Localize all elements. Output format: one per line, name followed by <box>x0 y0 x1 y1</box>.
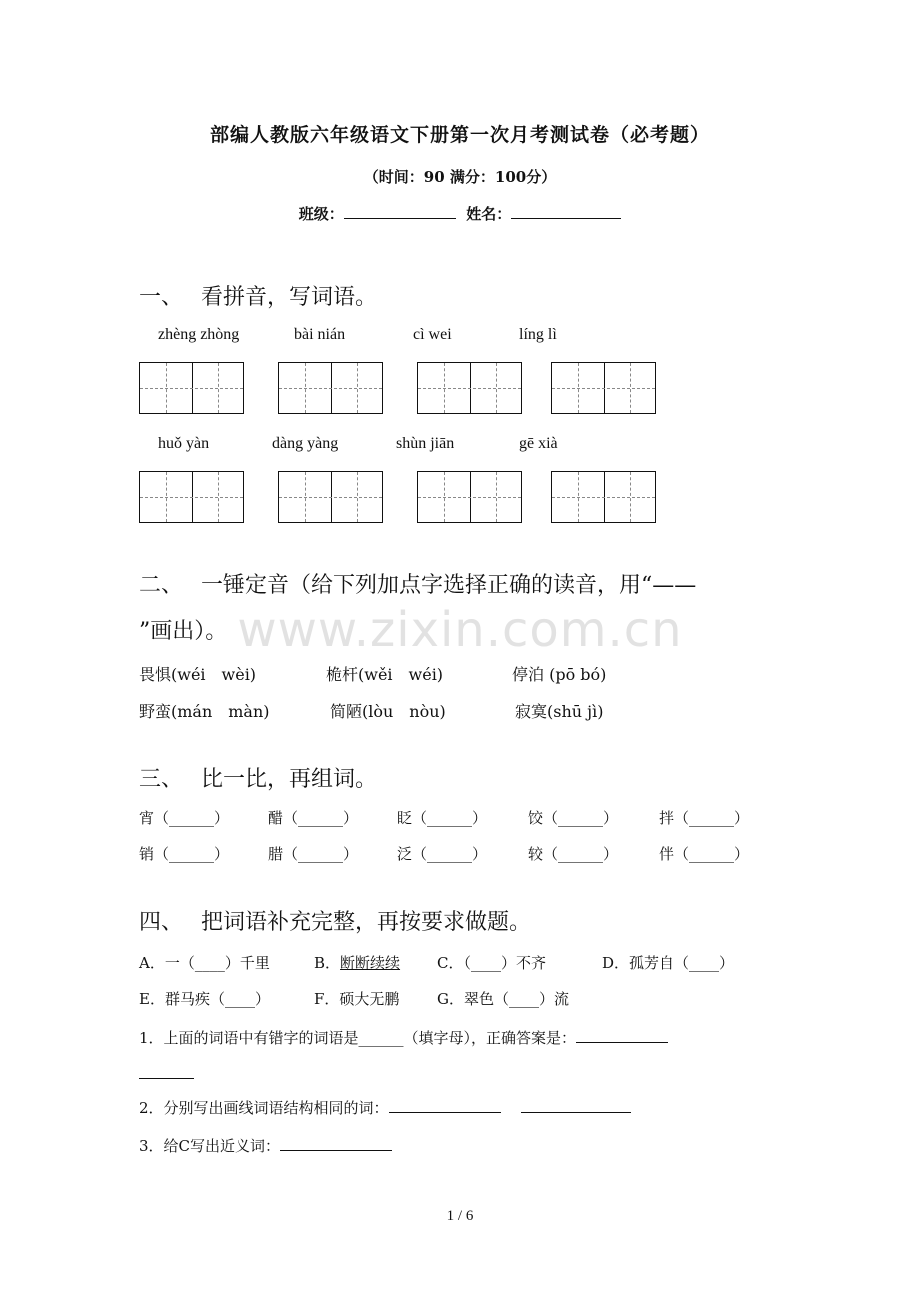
writing-grid[interactable] <box>551 471 656 523</box>
question-3-text: 3．给C写出近义词： <box>139 1137 281 1155</box>
answer-blank[interactable] <box>576 1027 668 1043</box>
idiom-b <box>314 952 400 973</box>
answer-blank-continued[interactable] <box>139 1064 194 1079</box>
section4-title: 把词语补充完整，再按要求做题。 <box>201 910 532 935</box>
word-item[interactable]: 宵（______） <box>139 809 230 827</box>
pinyin-label: dàng yàng <box>272 435 339 452</box>
word-item[interactable]: 泛（______） <box>397 845 488 863</box>
pinyin-label: huǒ yàn <box>158 435 210 452</box>
pinyin-label: zhèng zhòng <box>158 326 240 343</box>
writing-grid[interactable] <box>417 471 522 523</box>
question-1 <box>139 1027 668 1048</box>
watermark: www.zixin.com.cn <box>237 602 683 658</box>
word-item[interactable]: 腊（______） <box>268 845 359 863</box>
question-3 <box>139 1135 392 1156</box>
section2-title: 一锤定音（给下列加点字选择正确的读音，用“—— <box>201 573 697 598</box>
reading-item: 桅杆(wěi wéi) <box>326 665 444 684</box>
reading-item: 停泊 (pō bó) <box>512 665 607 684</box>
page-number: 1 / 6 <box>446 1208 474 1224</box>
word-item[interactable]: 饺（______） <box>528 809 619 827</box>
student-info-line <box>0 203 920 224</box>
pinyin-label: líng lì <box>519 326 557 343</box>
section3-title: 比一比，再组词。 <box>201 767 378 792</box>
word-item[interactable]: 醋（______） <box>268 809 359 827</box>
answer-blank[interactable] <box>521 1097 631 1113</box>
exam-info: （时间：90 满分：100分） <box>363 168 557 186</box>
writing-grid[interactable] <box>139 362 244 414</box>
section1-title: 看拼音，写词语。 <box>201 285 378 310</box>
section2-number: 二、 <box>139 573 184 598</box>
idiom-g: G．翠色（____）流 <box>437 990 569 1008</box>
answer-blank[interactable] <box>280 1135 392 1151</box>
question-1-text: 1．上面的词语中有错字的词语是______（填字母），正确答案是： <box>139 1029 577 1047</box>
answer-blank[interactable] <box>389 1097 501 1113</box>
reading-item: 简陋(lòu nòu) <box>330 702 446 721</box>
pinyin-label: bài nián <box>294 326 346 343</box>
word-item[interactable]: 眨（______） <box>397 809 488 827</box>
word-item[interactable]: 拌（______） <box>659 809 750 827</box>
word-item[interactable]: 较（______） <box>528 845 619 863</box>
writing-grid[interactable] <box>551 362 656 414</box>
word-item[interactable]: 伴（______） <box>659 845 750 863</box>
pinyin-label: cì wei <box>413 326 452 343</box>
writing-grid[interactable] <box>278 362 383 414</box>
question-2 <box>139 1097 631 1118</box>
writing-grid[interactable] <box>139 471 244 523</box>
idiom-e: E．群马疾（____） <box>139 990 270 1008</box>
section3-number: 三、 <box>139 767 184 792</box>
section4-heading <box>139 905 531 936</box>
section2-heading-cont: ”画出）。 <box>139 619 228 644</box>
class-label: 班级： <box>298 205 344 223</box>
idiom-a: A．一（____）千里 <box>139 954 270 972</box>
page-title: 部编人教版六年级语文下册第一次月考测试卷（必考题） <box>209 124 710 146</box>
section3-heading <box>139 762 377 793</box>
name-label: 姓名： <box>466 205 512 223</box>
section1-number: 一、 <box>139 285 184 310</box>
idiom-f: F．硕大无鹏 <box>314 990 400 1008</box>
idiom-d: D．孤芳自（____） <box>602 954 735 972</box>
question-2-text: 2．分别写出画线词语结构相同的词： <box>139 1099 389 1117</box>
section4-number: 四、 <box>139 910 184 935</box>
idiom-b-prefix: B． <box>314 954 341 972</box>
reading-item: 野蛮(mán màn) <box>139 702 270 721</box>
word-item[interactable]: 销（______） <box>139 845 230 863</box>
reading-item: 畏惧(wéi wèi) <box>139 665 257 684</box>
pinyin-label: gē xià <box>519 435 558 452</box>
section1-heading <box>139 280 377 311</box>
pinyin-label: shùn jiān <box>396 435 455 452</box>
class-blank[interactable] <box>344 203 456 219</box>
idiom-c: C．（____）不齐 <box>437 954 546 972</box>
writing-grid[interactable] <box>417 362 522 414</box>
reading-item: 寂寞(shū jì) <box>515 702 604 721</box>
section2-heading <box>139 568 696 599</box>
name-blank[interactable] <box>511 203 621 219</box>
writing-grid[interactable] <box>278 471 383 523</box>
idiom-b-underlined: 断断续续 <box>340 954 401 972</box>
